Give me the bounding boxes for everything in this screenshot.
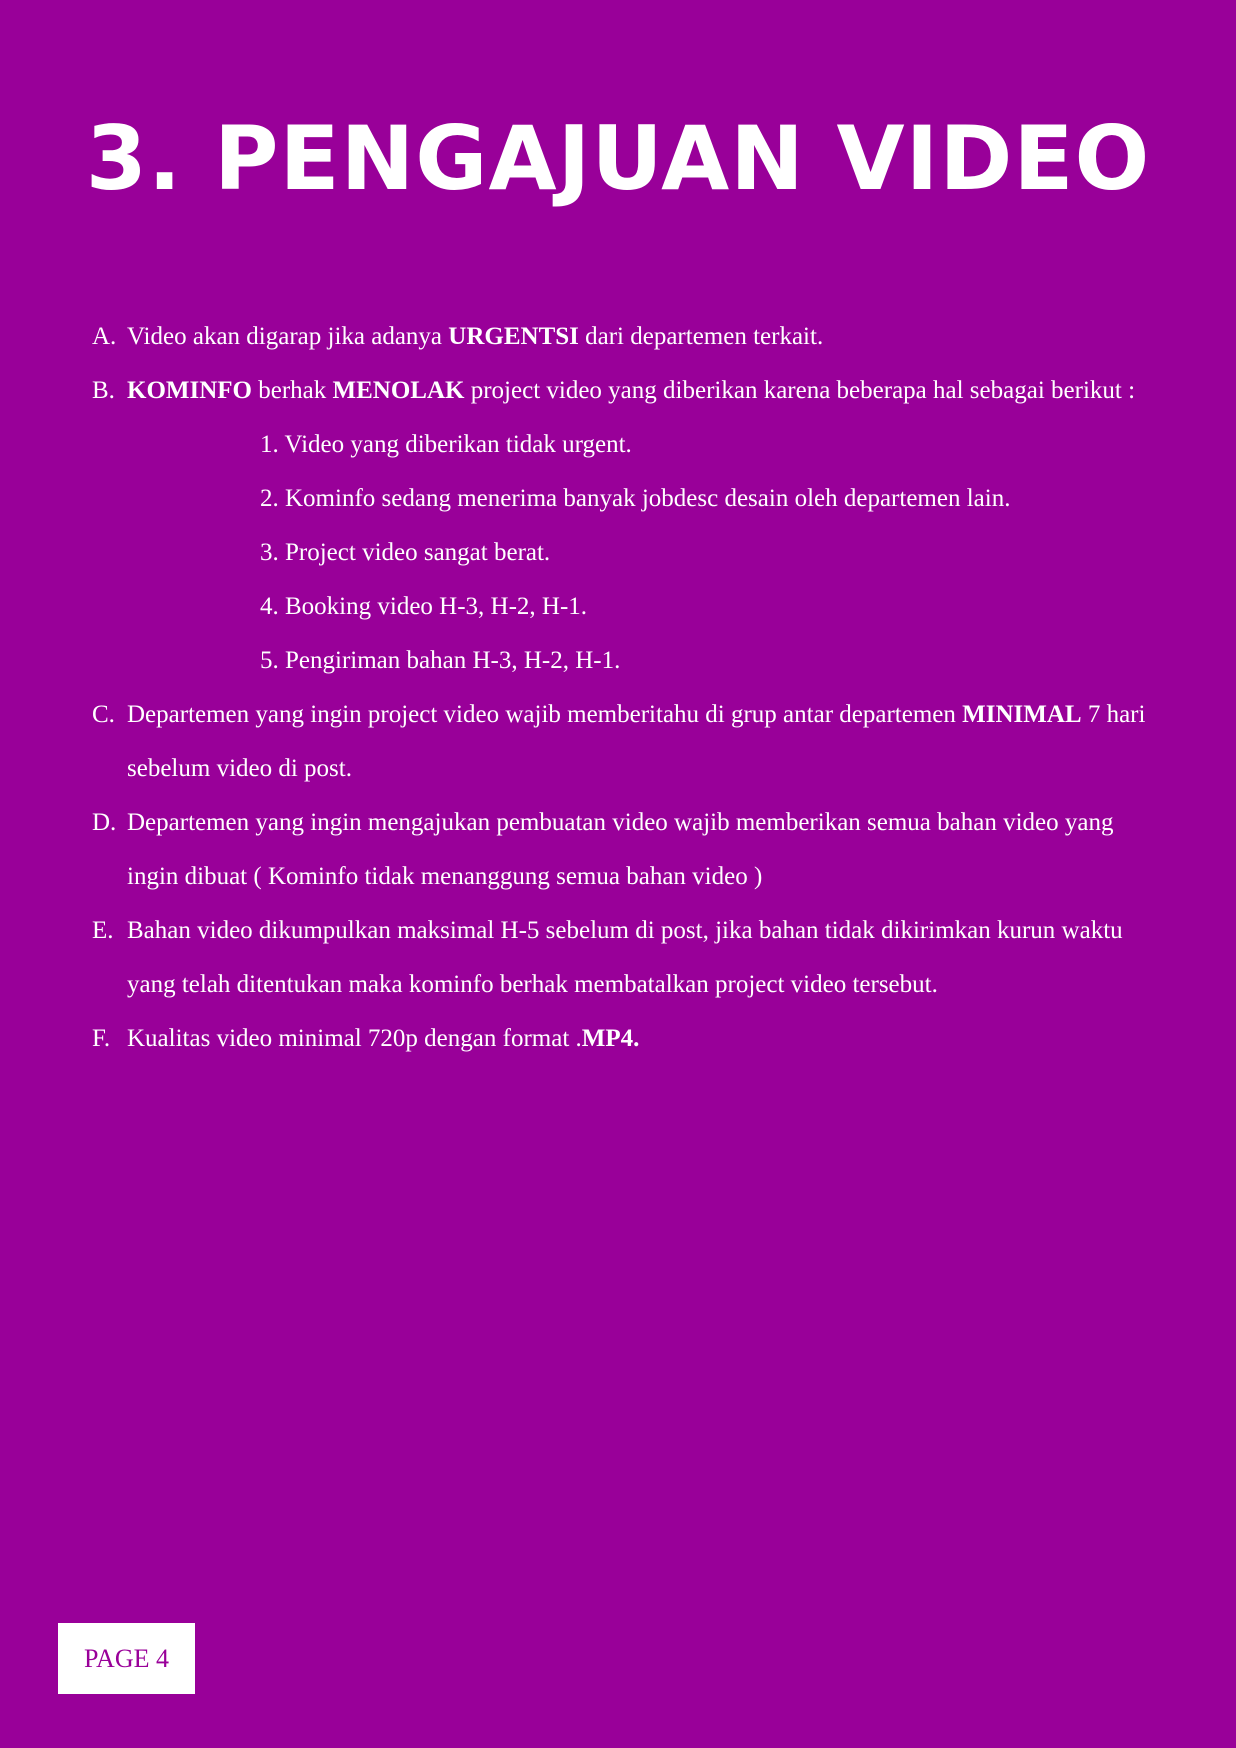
page-number-badge: PAGE 4	[58, 1623, 195, 1694]
item-text	[127, 364, 1152, 418]
list-item: 5. Pengiriman bahan H-3, H-2, H-1.	[260, 647, 621, 674]
list-item: 4. Booking video H-3, H-2, H-1.	[260, 593, 588, 620]
list-item: 2. Kominfo sedang menerima banyak jobdesc desain oleh departemen lain.	[260, 485, 1011, 512]
list-item: 1. Video yang diberikan tidak urgent.	[260, 431, 632, 458]
emphasis-text: MENOLAK	[332, 377, 465, 404]
item-text	[127, 310, 1152, 364]
item-marker: D.	[92, 809, 117, 836]
text-segment: berhak	[252, 377, 333, 404]
rejection-reasons-list	[92, 418, 1152, 688]
text-segment: Departemen yang ingin project video wajib memberitahu di grup antar departemen	[127, 701, 963, 728]
item-marker: B.	[92, 377, 115, 404]
rules-list	[92, 310, 1152, 1066]
emphasis-text: KOMINFO	[127, 377, 252, 404]
rule-item-a	[92, 310, 1152, 364]
item-text	[127, 688, 1152, 796]
text-segment: Bahan video dikumpulkan maksimal H-5 sebelum di post, jika bahan tidak dikirimkan kurun waktu yang telah ditentukan maka kominfo berhak membatalkan project video tersebut.	[127, 917, 1123, 998]
text-segment: Video akan digarap jika adanya	[127, 323, 449, 350]
rule-item-b	[92, 364, 1152, 418]
text-segment: dari departemen terkait.	[578, 323, 824, 350]
emphasis-text: URGENTSI	[448, 323, 579, 350]
page-title: 3. PENGAJUAN VIDEO	[85, 107, 1151, 210]
item-marker: E.	[92, 917, 114, 944]
item-marker: C.	[92, 701, 115, 728]
text-segment: 7 hari sebelum video di post.	[127, 701, 1146, 782]
item-marker: A.	[92, 323, 117, 350]
text-segment: project video yang diberikan karena beberapa hal sebagai berikut :	[464, 377, 1136, 404]
item-marker: F.	[92, 1025, 111, 1052]
rule-item-e	[92, 904, 1152, 1012]
emphasis-text: MINIMAL	[962, 701, 1082, 728]
list-item: 3. Project video sangat berat.	[260, 539, 551, 566]
text-segment: Departemen yang ingin mengajukan pembuatan video wajib memberikan semua bahan video yang ingin dibuat ( Kominfo tidak menanggung semua bahan video )	[127, 809, 1114, 890]
rule-item-d	[92, 796, 1152, 904]
item-text	[127, 796, 1152, 904]
item-text	[127, 904, 1152, 1012]
text-segment: Kualitas video minimal 720p dengan format .	[127, 1025, 582, 1052]
emphasis-text: MP4.	[581, 1025, 640, 1052]
rule-item-f	[92, 1012, 1152, 1066]
item-text	[127, 1012, 1152, 1066]
rule-item-c	[92, 688, 1152, 796]
